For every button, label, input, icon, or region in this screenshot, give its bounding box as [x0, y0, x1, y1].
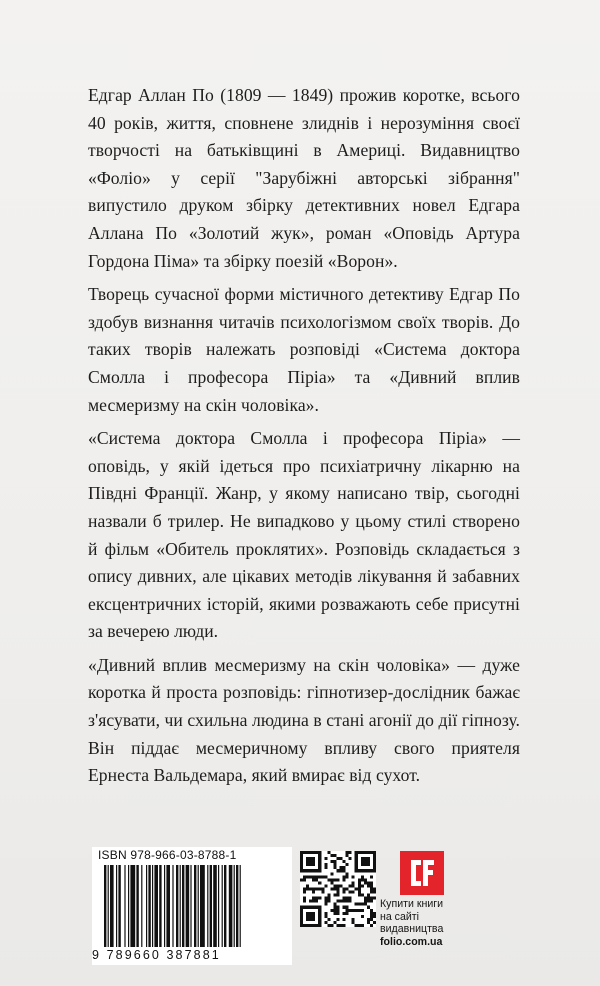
qr-code-icon	[300, 851, 376, 927]
cf-logo-icon	[400, 851, 444, 895]
publisher-text	[380, 898, 472, 948]
publisher-line-2: на сайті	[380, 910, 419, 923]
barcode-bars-icon	[104, 865, 284, 947]
publisher-site-link[interactable]: folio.com.ua	[380, 935, 443, 948]
blurb-paragraph-2: Творець сучасної форми містичного детективу Едгар По здобув визнання читачів психологізмом своїх творів. До таких творів належать розповіді «Система доктора Смолла і професора Піріа» та «Дивний вплив месмеризму на скін чоловіка».	[88, 284, 520, 415]
publisher-line-3: видавництва	[380, 923, 444, 936]
cover-blurb	[88, 82, 520, 796]
blurb-paragraph-4: «Дивний вплив месмеризму на скін чоловіка» — дуже коротка й проста розповідь: гіпнотизер-дослідник бажає з'ясувати, чи схильна людина в стані агонії до дії гіпнозу. Він піддає месмеричному впливу свого приятеля Ернеста Вальдемара, який вмирає від сухот.	[88, 654, 520, 786]
blurb-paragraph-1: Едгар Аллан По (1809 — 1849) прожив коротке, всього 40 років, життя, сповнене злиднів і нерозуміння своєї творчості на батьківщині в Америці. Видавництво «Фоліо» у серії "Зарубіжні авторські зібрання" випустило друком збірку детективних новел Едгара Аллана По «Золотий жук», роман «Оповідь Артура Гордона Піма» та збірку поезій «Ворон».	[88, 85, 520, 271]
publisher-line-1: Купити книги	[380, 898, 444, 910]
isbn-label: ISBN 978-966-03-8788-1	[98, 848, 237, 862]
publisher-block	[380, 851, 470, 967]
isbn-barcode	[92, 847, 292, 965]
blurb-paragraph-3: «Система доктора Смолла і професора Піріа» — оповідь, у якій ідеться про психіатричну лікарню на Півдні Франції. Жанр, у якому написано твір, сьогодні назвали б трилер. Не випадково у цьому стилі створено й фільм «Обитель проклятих». Розповідь складається з опису дивних, але цікавих методів лікування й забавних ексцентричних історій, якими розважають себе присутні за вечерею люди.	[88, 428, 520, 642]
ean-digits: 9 789660 387881	[92, 948, 221, 962]
